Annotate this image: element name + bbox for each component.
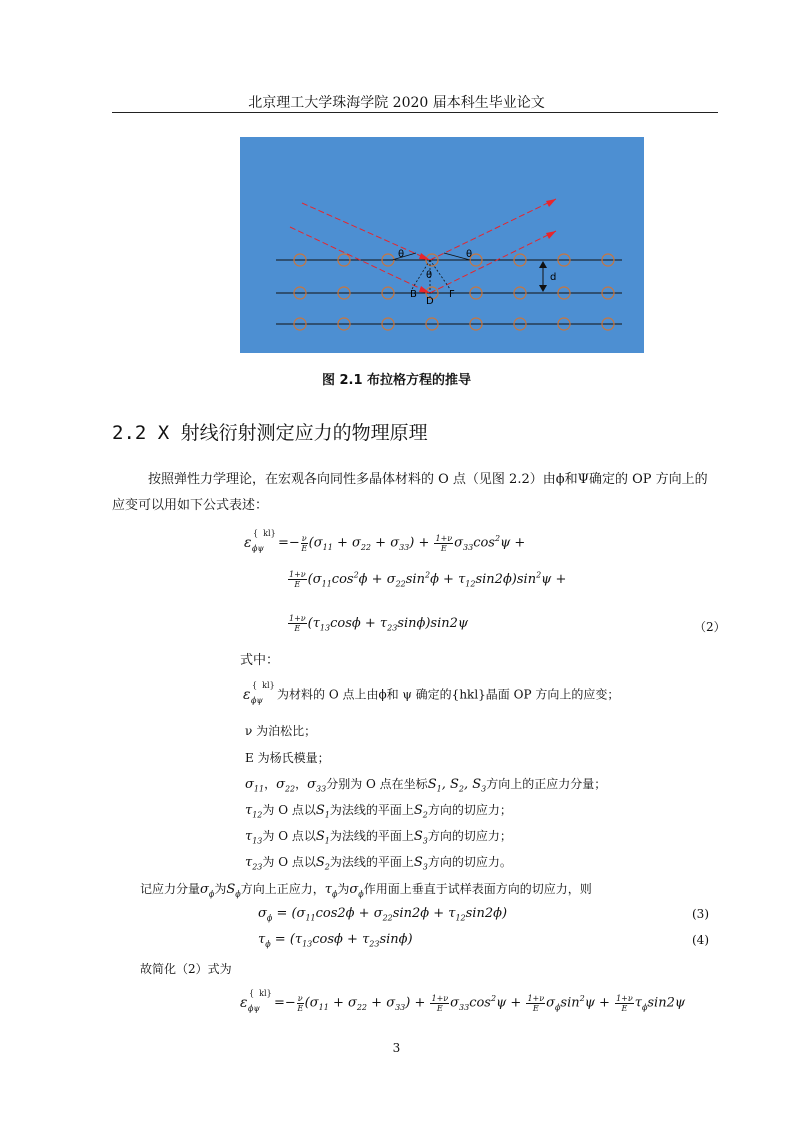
definition-epsilon: ε { kl} ϕψ 为材料的 O 点上由ϕ和 ψ 确定的{hkl}晶面 OP 方向上的应变； [243, 681, 620, 705]
definition-E: E 为杨氏模量； [245, 751, 330, 765]
equation-4: $\tau_\phi = (\tau_{13}\cos\phi + \tau_{23}\sin\phi)$ [258, 932, 413, 949]
simplify-text: 故简化（2）式为 [140, 962, 232, 976]
definition-tau13: $\tau_{13}$为 O 点以$S_1$为法线的平面上$S_3$方向的切应力； [245, 829, 512, 846]
running-header: 北京理工大学珠海学院 2020 届本科生毕业论文 [248, 95, 545, 111]
figure-background [240, 137, 644, 353]
equation-simplified: ε { kl} ϕψ =− $\frac{\nu}{E}$ $(\sigma_{11} + \sigma_{22} + \sigma_{33})$ + $\frac{1+\nu}{E}$ $\sigma_{33}\cos^2\psi$ + $\frac{1+\nu}{E}$ $\sigma_\phi\sin^2\psi$ + $\frac{1+\nu}{E}$ $\tau_\phi\sin 2\psi$ [240, 989, 686, 1013]
shizhong-label: 式中： [240, 653, 280, 668]
stress-note: 记应力分量$\sigma_\phi$为$S_\phi$方向上正应力，$\tau_\phi$为$\sigma_\phi$作用面上垂直于试样表面方向的切应力，则 [140, 882, 592, 899]
b-label: B [410, 289, 417, 300]
definition-sigma: $\sigma_{11}$，$\sigma_{22}$，$\sigma_{33}$分别为 O 点在坐标$S_1$, $S_2$, $S_3$方向上的正应力分量； [245, 777, 607, 794]
bragg-diagram [240, 137, 644, 353]
f-label: F [449, 289, 455, 300]
equation-3: $\sigma_\phi = (\sigma_{11}\cos 2\phi + \sigma_{22}\sin 2\phi + \tau_{12}\sin 2\phi)$ [258, 906, 508, 923]
epsilon-symbol: ε { kl} ϕψ [244, 529, 276, 553]
equation-number-4: (4) [692, 933, 709, 947]
paragraph: 按照弹性力学理论，在宏观各向同性多晶体材料的 O 点（见图 2.2）由ϕ和Ψ确定的 OP 方向上的应变可以用如下公式表述： [112, 472, 708, 513]
page-number: 3 [392, 1041, 401, 1055]
theta-label-center: θ [426, 270, 433, 281]
equation-2-line-1: ε { kl} ϕψ =− $\frac{\nu}{E}$ $(\sigma_{11} + \sigma_{22} + \sigma_{33})$ + $\frac{1+\nu}{E}$ $\sigma_{33}\cos^2\psi$ + [244, 529, 526, 553]
d-point-label: D [426, 296, 434, 307]
epsilon-symbol: ε { kl} ϕψ [243, 681, 275, 705]
figure-caption: 图 2.1 布拉格方程的推导 [321, 373, 472, 388]
equation-number-2: （2） [694, 620, 726, 634]
definition-tau12: $\tau_{12}$为 O 点以$S_1$为法线的平面上$S_2$方向的切应力； [245, 803, 512, 820]
epsilon-symbol: ε { kl} ϕψ [240, 989, 272, 1013]
theta-label-right: θ [466, 249, 473, 260]
definition-nu: ν 为泊松比； [245, 724, 317, 738]
section-heading: 2.2 X 射线衍射测定应力的物理原理 [112, 422, 428, 444]
equation-2-line-2: $\frac{1+\nu}{E}$ $(\sigma_{11}\cos^2\phi + \sigma_{22}\sin^2\phi + \tau_{12}\sin 2\phi)\sin^2\psi$ + [289, 570, 567, 589]
d-label: d [550, 272, 557, 283]
theta-label-left: θ [398, 249, 405, 260]
header-rule [112, 112, 718, 113]
equation-2-line-3: $\frac{1+\nu}{E}$ $(\tau_{13}\cos\phi + \tau_{23}\sin\phi)\sin 2\psi$ [289, 614, 469, 633]
definition-tau23: $\tau_{23}$为 O 点以$S_2$为法线的平面上$S_3$方向的切应力。 [245, 855, 512, 872]
equation-number-3: (3) [692, 907, 709, 921]
